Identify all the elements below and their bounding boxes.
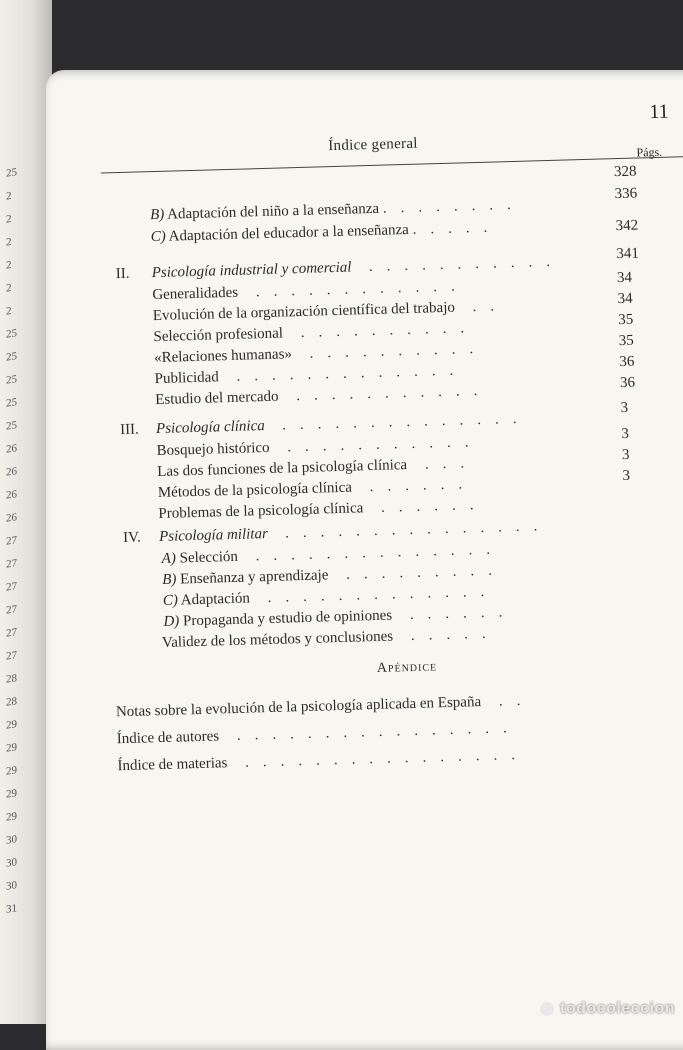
leader-dots: ...... xyxy=(363,496,488,517)
section-title: Psicología industrial y comercial ........... xyxy=(151,253,565,282)
leader-dots: ........... xyxy=(269,433,483,456)
facing-page-number: 25 xyxy=(6,419,17,433)
entry-page: 3 xyxy=(622,467,631,485)
appendix-entry xyxy=(116,693,535,722)
facing-page-number: 29 xyxy=(6,810,17,824)
page-number: 11 xyxy=(649,100,669,124)
entry-label: Notas sobre la evolución de la psicología aplicada en España xyxy=(115,694,482,721)
entry-label: Adaptación del niño a la enseñanza xyxy=(166,200,380,223)
header-rule xyxy=(101,156,683,173)
entry-label: «Relaciones humanas» xyxy=(153,346,293,367)
leader-dots: ................ xyxy=(218,720,521,745)
entry-page: 36 xyxy=(619,374,636,392)
facing-page-number: 27 xyxy=(6,534,17,548)
entry-page: 35 xyxy=(617,311,634,329)
continuation-page-number: 336 xyxy=(614,185,638,203)
entry-page: 36 xyxy=(619,353,635,371)
section-title: Psicología clínica .............. xyxy=(155,410,532,438)
leader-dots: ...... xyxy=(351,476,477,496)
facing-page-number: 2 xyxy=(6,190,12,203)
facing-page-number: 29 xyxy=(6,718,17,732)
facing-page-edge xyxy=(0,0,52,1024)
facing-page-number: 30 xyxy=(6,856,17,870)
entry-page xyxy=(625,574,683,576)
entry-label: Selección profesional xyxy=(153,325,284,346)
entry-label: Métodos de la psicología clínica xyxy=(157,479,353,502)
facing-page-number: 2 xyxy=(6,305,12,318)
leader-dots: .......... xyxy=(282,320,479,342)
continuation-page-number: 328 xyxy=(613,163,637,181)
facing-page-number: 25 xyxy=(6,350,17,364)
leader-dots: ............. xyxy=(218,362,468,386)
leader-dots: ........... xyxy=(351,253,565,276)
entry-page: 3 xyxy=(620,399,629,417)
entry-page xyxy=(627,616,683,618)
entry-label: Propaganda y estudio de opiniones xyxy=(182,607,393,630)
entry-page: 342 xyxy=(615,217,639,235)
entry-label: Las dos funciones de la psicología clínica xyxy=(157,457,408,481)
entry-prefix: B) xyxy=(162,571,177,588)
entry-page xyxy=(625,553,683,555)
watermark: todocoleccion xyxy=(540,1000,675,1018)
appendix-heading: Apéndice xyxy=(376,659,438,676)
facing-page-number: 29 xyxy=(6,787,17,801)
facing-page-numbers xyxy=(6,157,46,922)
leader-dots: ..... xyxy=(412,219,502,238)
pages-column-label: Págs. xyxy=(636,144,663,160)
leader-dots: .............. xyxy=(264,410,532,435)
entry-prefix: C) xyxy=(150,228,166,246)
leader-dots: .. xyxy=(454,298,509,316)
facing-page-number: 27 xyxy=(6,557,17,571)
entry-label: Publicidad xyxy=(154,369,220,388)
facing-page-number: 31 xyxy=(6,902,17,916)
section-numeral: III. xyxy=(119,421,140,439)
entry-prefix: A) xyxy=(161,550,177,567)
toc-entry xyxy=(150,219,501,246)
leader-dots: ...... xyxy=(391,604,517,624)
entry-page: 34 xyxy=(616,269,633,287)
facing-page-number: 26 xyxy=(6,465,17,479)
leader-dots: .. xyxy=(480,692,535,711)
facing-page-number: 28 xyxy=(6,672,17,686)
facing-page-number: 2 xyxy=(6,236,12,249)
leader-dots: ..... xyxy=(392,625,500,645)
leader-dots: ........ xyxy=(382,196,526,217)
appendix-entry xyxy=(117,747,529,775)
entry-label: Evolución de la organización científica del trabajo xyxy=(152,299,456,325)
leader-dots: ... xyxy=(406,455,479,474)
facing-page-number: 25 xyxy=(6,166,17,180)
entry-prefix: B) xyxy=(149,206,165,224)
section-numeral: II. xyxy=(115,265,130,283)
facing-page-number: 25 xyxy=(6,327,17,341)
facing-page-number: 26 xyxy=(6,442,17,456)
toc-entry xyxy=(158,497,488,523)
facing-page-number: 26 xyxy=(6,488,17,502)
leader-dots: ............... xyxy=(267,518,552,542)
leader-dots: .......... xyxy=(291,340,488,363)
entry-label: Generalidades xyxy=(152,284,239,304)
facing-page-number: 27 xyxy=(6,603,17,617)
facing-page-number: 25 xyxy=(6,396,17,410)
facing-page-number: 2 xyxy=(6,282,12,295)
toc-content xyxy=(46,52,683,1030)
entry-label: Adaptación xyxy=(180,590,251,609)
facing-page-number: 30 xyxy=(6,833,17,847)
entry-page xyxy=(626,595,683,597)
running-head: Índice general xyxy=(328,135,419,155)
leader-dots: ................ xyxy=(227,746,530,772)
entry-page: 341 xyxy=(616,245,640,263)
entry-label: Validez de los métodos y conclusiones xyxy=(161,628,394,651)
facing-page-number: 27 xyxy=(6,626,17,640)
entry-page xyxy=(624,532,683,534)
entry-prefix: D) xyxy=(163,613,180,630)
section-numeral: IV. xyxy=(122,529,141,547)
entry-label: Adaptación del educador a la enseñanza xyxy=(168,221,410,245)
leader-dots: ............ xyxy=(237,278,469,301)
facing-page-number: 27 xyxy=(6,580,17,594)
leader-dots: ........... xyxy=(278,382,492,405)
facing-page-number: 27 xyxy=(6,649,17,663)
facing-page-number: 28 xyxy=(6,695,17,709)
entry-prefix: C) xyxy=(162,592,179,609)
entry-page: 3 xyxy=(621,446,630,464)
leader-dots: ......... xyxy=(328,562,507,584)
facing-page-number: 30 xyxy=(6,879,17,893)
entry-label: Bosquejo histórico xyxy=(156,439,270,460)
leader-dots: .............. xyxy=(237,541,505,565)
facing-page-number: 2 xyxy=(6,259,12,272)
entry-label: Problemas de la psicología clínica xyxy=(158,500,364,523)
entry-page xyxy=(623,487,683,489)
section-title: Psicología militar ............... xyxy=(158,518,552,546)
entry-page: 34 xyxy=(617,290,633,308)
entry-page: 35 xyxy=(618,332,635,350)
facing-page-number: 25 xyxy=(6,373,17,387)
appendix-entry xyxy=(116,720,521,748)
facing-page-number: 26 xyxy=(6,511,17,525)
watermark-logo-icon xyxy=(540,1002,554,1016)
entry-page: 3 xyxy=(621,425,630,443)
leader-dots: ............. xyxy=(249,583,499,607)
entry-label: Índice de autores xyxy=(116,728,220,748)
entry-label: Índice de materias xyxy=(117,755,228,775)
entry-label: Selección xyxy=(179,548,239,567)
facing-page-number: 29 xyxy=(6,764,17,778)
entry-label: Estudio del mercado xyxy=(155,388,279,409)
facing-page-number: 29 xyxy=(6,741,17,755)
facing-page-number: 2 xyxy=(6,213,12,226)
entry-label: Enseñanza y aprendizaje xyxy=(179,567,329,588)
